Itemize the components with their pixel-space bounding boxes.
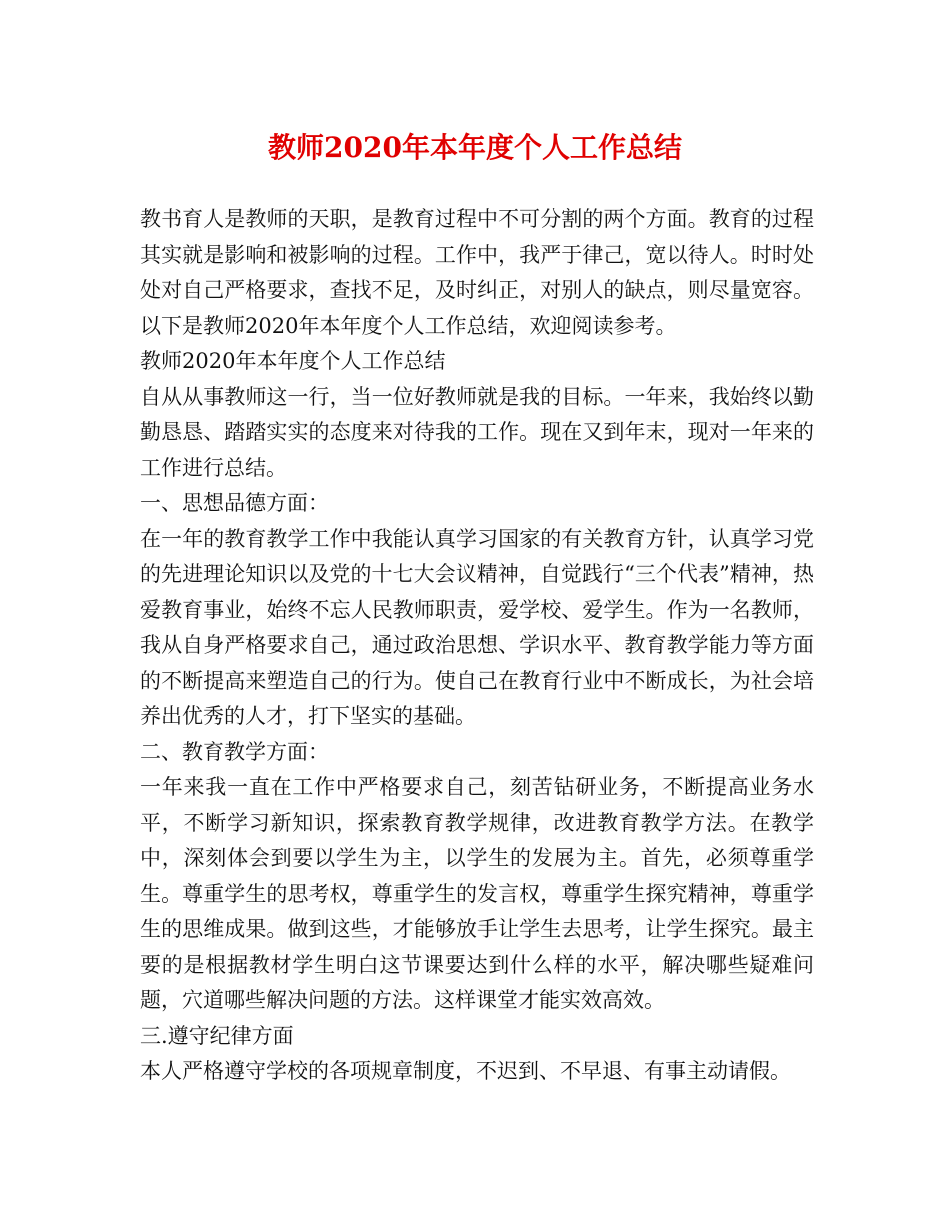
ideology-paragraph: 在一年的教育教学工作中我能认真学习国家的有关教育方针，认真学习党的先进理论知识以及党的十七大会议精神，自觉践行“三个代表”精神，热爱教育事业，始终不忘人民教师职责，爱学校、爱学生。作为一名教师，我从自身严格要求自己，通过政治思想、学识水平、教育教学能力等方面的不断提高来塑造自己的行为。使自己在教育行业中不断成长，为社会培养出优秀的人才，打下坚实的基础。 <box>140 526 814 728</box>
teaching-paragraph: 一年来我一直在工作中严格要求自己，刻苦钻研业务，不断提高业务水平，不断学习新知识，探索教育教学规律，改进教育教学方法。在教学中，深刻体会到要以学生为主，以学生的发展为主。首先，必须尊重学生。尊重学生的思考权，尊重学生的发言权，尊重学生探究精神，尊重学生的思维成果。做到这些，才能够放手让学生去思考，让学生探究。最主要的是根据教材学生明白这节课要达到什么样的水平，解决哪些疑难问题，穴道哪些解决问题的方法。这样课堂才能实效高效。 <box>140 775 814 1012</box>
section-heading-ideology: 一、思想品德方面： <box>140 491 329 515</box>
section-heading-discipline: 三.遵守纪律方面 <box>140 1023 294 1048</box>
intro-paragraph: 教书育人是教师的天职，是教育过程中不可分割的两个方面。教育的过程其实就是影响和被影响的过程。工作中，我严于律己，宽以待人。时时处处对自己严格要求，查找不足，及时纠正，对别人的缺点，则尽量宽容。以下是教师2020年本年度个人工作总结，欢迎阅读参考。 <box>140 207 814 338</box>
section-heading-teaching: 二、教育教学方面： <box>140 739 329 764</box>
subtitle-line: 教师2020年本年度个人工作总结 <box>140 349 446 373</box>
opening-paragraph: 自从从事教师这一行，当一位好教师就是我的目标。一年来，我始终以勤勤恳恳、踏踏实实的态度来对待我的工作。现在又到年末，现对一年来的工作进行总结。 <box>140 384 814 480</box>
discipline-paragraph: 本人严格遵守学校的各项规章制度，不迟到、不早退、有事主动请假。 <box>140 1059 791 1083</box>
document-body <box>140 202 814 1090</box>
document-title: 教师2020年本年度个人工作总结 <box>268 131 682 164</box>
